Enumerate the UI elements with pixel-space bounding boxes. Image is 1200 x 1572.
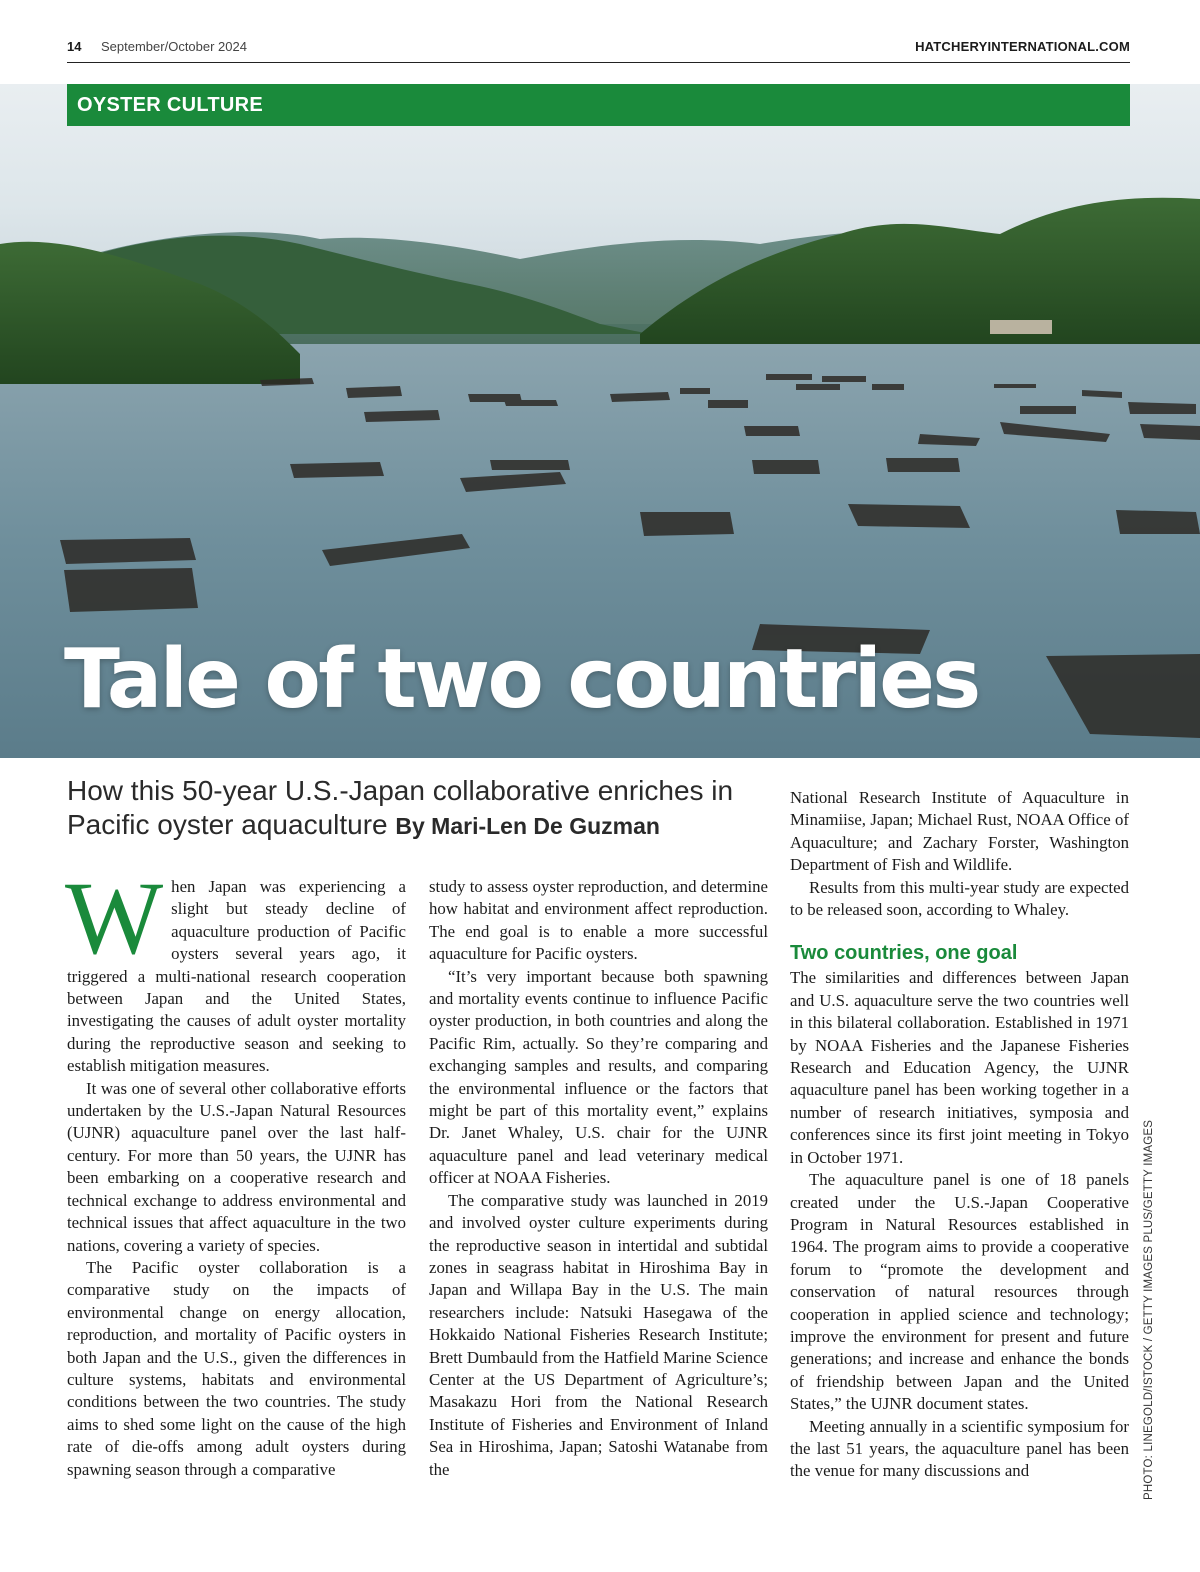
deck [67,774,767,843]
issue-date: September/October 2024 [101,39,247,54]
website-url[interactable]: HATCHERYINTERNATIONAL.COM [915,39,1130,54]
paragraph: It was one of several other collaborative efforts undertaken by the U.S.-Japan Natural Resources (UJNR) aquaculture panel over the last half-century. For more than 50 years, the UJNR has been embarking on a cooperative research and technical exchange to address environmental and technical issues that affect aquaculture in the two nations, covering a variety of species. [67,1078,406,1255]
paragraph: “It’s very important because both spawning and mortality events continue to influence Pacific oyster production, in both countries and along the Pacific Rim, actually. So they’re comparing and exchanging samples and results, and comparing the environmental influence or the factors that might be part of this mortality event,” explains Dr. Janet Whaley, U.S. chair for the UJNR aquaculture panel and lead veterinary medical officer at NOAA Fisheries. [429,966,768,1188]
paragraph: Results from this multi-year study are expected to be released soon, according to Whaley. [790,877,1129,920]
subhead: Two countries, one goal [790,942,1018,965]
paragraph: The similarities and differences between Japan and U.S. aquaculture serve the two countries well in this bilateral collaboration. Established in 1971 by NOAA Fisheries and the Japanese Fisheries Research and Education Agency, the UJNR aquaculture panel has been working together in a number of research initiatives, symposia and conferences since its first joint meeting in Tokyo in October 1971. [790,968,1129,1167]
paragraph: The comparative study was launched in 2019 and involved oyster culture experiments during the reproductive season in intertidal and subtidal zones in seagrass habitat in Hiroshima Bay in Japan and Willapa Bay in the U.S. The main researchers include: Natsuki Hasegawa of the Hokkaido National Fisheries Research Institute; Brett Dumbauld from the Hatfield Marine Science Center at the US Department of Agriculture’s; Masakazu Hori from the National Research Institute of Fisheries and Environment of Inland Sea in Hiroshima, Japan; Satoshi Watanabe from the [429,1190,768,1479]
hero-photo [0,84,1200,758]
article-column-1 [65,861,406,1481]
paragraph: National Research Institute of Aquaculture in Minamiise, Japan; Michael Rust, NOAA Office of Aquaculture; and Zachary Forster, Washington Department of Fish and Wildlife. [790,788,1129,875]
drop-cap: W [65,861,164,976]
paragraph: study to assess oyster reproduction, and determine how habitat and environment affect reproduction. The end goal is to enable a more successful aquaculture for Pacific oysters. [429,877,768,964]
page-header [67,36,1130,63]
paragraph: Meeting annually in a scientific symposium for the last 51 years, the aquaculture panel has been the venue for many discussions and [790,1416,1129,1481]
page-number: 14 [67,39,82,54]
article-column-2 [429,876,768,1481]
deck-text: How this 50-year U.S.-Japan collaborative enriches in Pacific oyster aquaculture [67,775,734,840]
article-column-3 [790,787,1129,1483]
paragraph: When Japan was experiencing a slight but steady decline of aquaculture production of Pacific oysters several years ago, it triggered a multi-national research cooperation between Japan and the United States, investigating the causes of adult oyster mortality during the reproductive season and seeking to establish mitigation measures. [65,861,406,1076]
headline: Tale of two countries [64,632,979,727]
section-label: OYSTER CULTURE [67,84,1130,126]
paragraph: The Pacific oyster collaboration is a comparative study on the impacts of environmental change on energy allocation, reproduction, and mortality of Pacific oysters in both Japan and the U.S., given the differences in culture systems, habitats and environmental conditions between the two countries. The study aims to shed some light on the cause of the high rate of die-offs among adult oysters during spawning season through a comparative [67,1257,406,1479]
photo-credit: PHOTO: LINEGOLD/ISTOCK / GETTY IMAGES PLUS/GETTY IMAGES [1143,1119,1155,1500]
byline: By Mari-Len De Guzman [395,813,660,839]
paragraph: The aquaculture panel is one of 18 panels created under the U.S.-Japan Cooperative Program in Natural Resources established in 1964. The program aims to provide a cooperative forum to “promote the development and conservation of natural resources through cooperation in applied science and technology; improve the environment for present and future generations; and increase and enhance the bonds of friendship between Japan and the United States,” the UJNR document states. [790,1170,1129,1414]
